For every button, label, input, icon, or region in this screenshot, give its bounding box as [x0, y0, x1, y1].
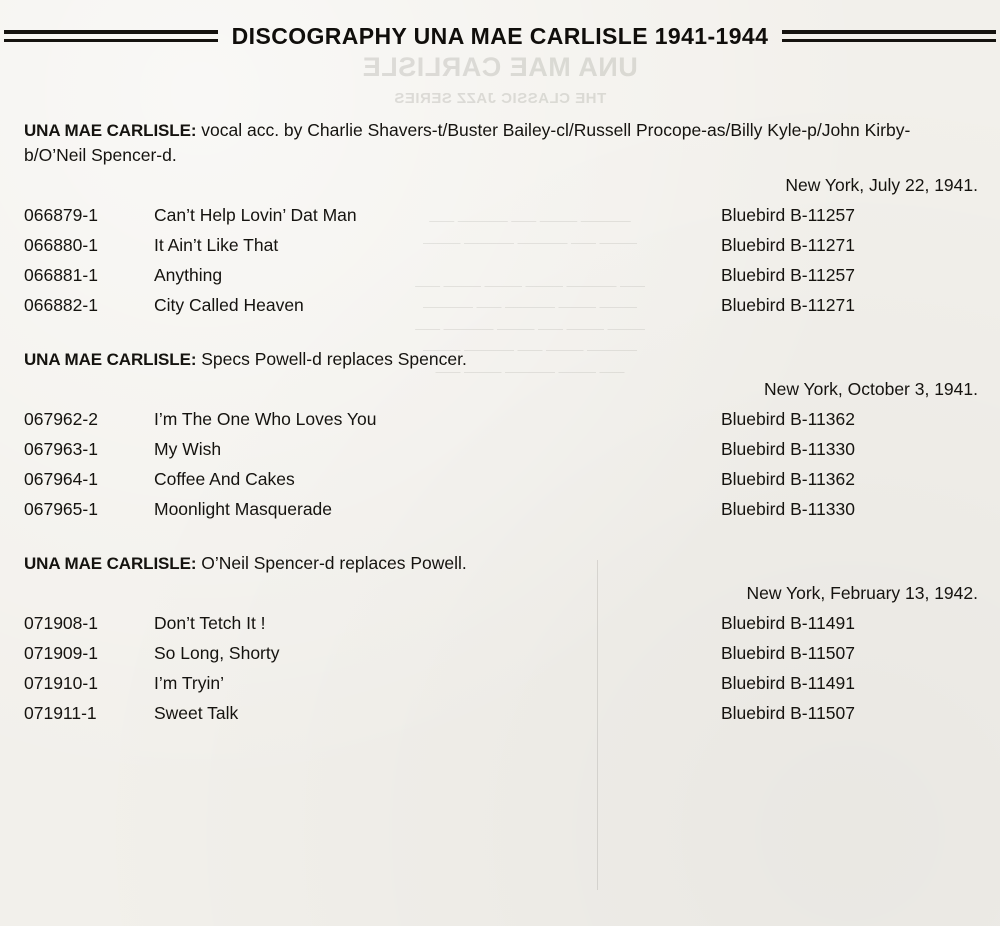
issue-number: Bluebird B-11330 [721, 499, 855, 519]
issue-number: Bluebird B-11507 [721, 703, 855, 723]
matrix-number: 067964-1 [24, 469, 98, 489]
matrix-number: 071909-1 [24, 643, 98, 663]
matrix-number: 067962-2 [24, 409, 98, 429]
session-takes-table [24, 409, 986, 529]
session-personnel-text: O’Neil Spencer-d replaces Powell. [196, 553, 467, 573]
page-header [0, 14, 1000, 58]
session-entry [24, 118, 986, 325]
session-personnel [24, 118, 969, 168]
session-place-date: New York, July 22, 1941. [785, 175, 978, 195]
matrix-number: 067965-1 [24, 499, 98, 519]
matrix-number: 066881-1 [24, 265, 98, 285]
matrix-number: 071908-1 [24, 613, 98, 633]
session-personnel-text: Specs Powell-d replaces Spencer. [196, 349, 467, 369]
issue-number: Bluebird B-11271 [721, 295, 855, 315]
session-entry [24, 347, 986, 529]
track-title: City Called Heaven [154, 295, 304, 315]
track-title: It Ain’t Like That [154, 235, 279, 255]
table-row [24, 205, 986, 235]
table-row [24, 643, 986, 673]
track-title: Coffee And Cakes [154, 469, 295, 489]
issue-number: Bluebird B-11330 [721, 439, 855, 459]
table-row [24, 295, 986, 325]
header-rule-right [782, 30, 996, 42]
table-row [24, 409, 986, 439]
issue-number: Bluebird B-11271 [721, 235, 855, 255]
matrix-number: 071910-1 [24, 673, 98, 693]
track-title: Moonlight Masquerade [154, 499, 333, 519]
matrix-number: 071911-1 [24, 703, 97, 723]
track-title: So Long, Shorty [154, 643, 280, 663]
issue-number: Bluebird B-11257 [721, 205, 855, 225]
issue-number: Bluebird B-11491 [721, 613, 855, 633]
session-place-date: New York, February 13, 1942. [746, 583, 978, 603]
issue-number: Bluebird B-11491 [721, 673, 855, 693]
session-leader: UNA MAE CARLISLE: [24, 554, 197, 573]
session-personnel [24, 551, 969, 576]
issue-number: Bluebird B-11257 [721, 265, 855, 285]
track-title: Anything [154, 265, 223, 285]
discography-body [24, 118, 986, 735]
session-leader: UNA MAE CARLISLE: [24, 121, 197, 140]
issue-number: Bluebird B-11507 [721, 643, 855, 663]
matrix-number: 066882-1 [24, 295, 98, 315]
table-row [24, 499, 986, 529]
track-title: Don’t Tetch It ! [154, 613, 266, 633]
matrix-number: 066880-1 [24, 235, 98, 255]
session-spacer [24, 531, 986, 551]
page-title: DISCOGRAPHY UNA MAE CARLISLE 1941-1944 [231, 22, 769, 49]
track-title: I’m The One Who Loves You [154, 409, 377, 429]
matrix-number: 066879-1 [24, 205, 98, 225]
session-takes-table [24, 613, 986, 733]
session-entry [24, 551, 986, 733]
track-title: Can’t Help Lovin’ Dat Man [154, 205, 357, 225]
table-row [24, 439, 986, 469]
track-title: I’m Tryin’ [154, 673, 224, 693]
session-takes-table [24, 205, 986, 325]
table-row [24, 265, 986, 295]
header-rule-left [4, 30, 218, 42]
table-row [24, 703, 986, 733]
track-title: Sweet Talk [154, 703, 239, 723]
track-title: My Wish [154, 439, 222, 459]
session-place-date: New York, October 3, 1941. [763, 379, 978, 399]
issue-number: Bluebird B-11362 [721, 469, 855, 489]
session-personnel-text: vocal acc. by Charlie Shavers-t/Buster Bailey-cl/Russell Procope-as/Billy Kyle-p/John Kirby-b/O’Neil Spencer-d. [24, 120, 911, 165]
session-leader: UNA MAE CARLISLE: [24, 350, 197, 369]
table-row [24, 613, 986, 643]
table-row [24, 469, 986, 499]
table-row [24, 673, 986, 703]
session-spacer [24, 327, 986, 347]
table-row [24, 235, 986, 265]
matrix-number: 067963-1 [24, 439, 98, 459]
session-personnel [24, 347, 969, 372]
issue-number: Bluebird B-11362 [721, 409, 855, 429]
